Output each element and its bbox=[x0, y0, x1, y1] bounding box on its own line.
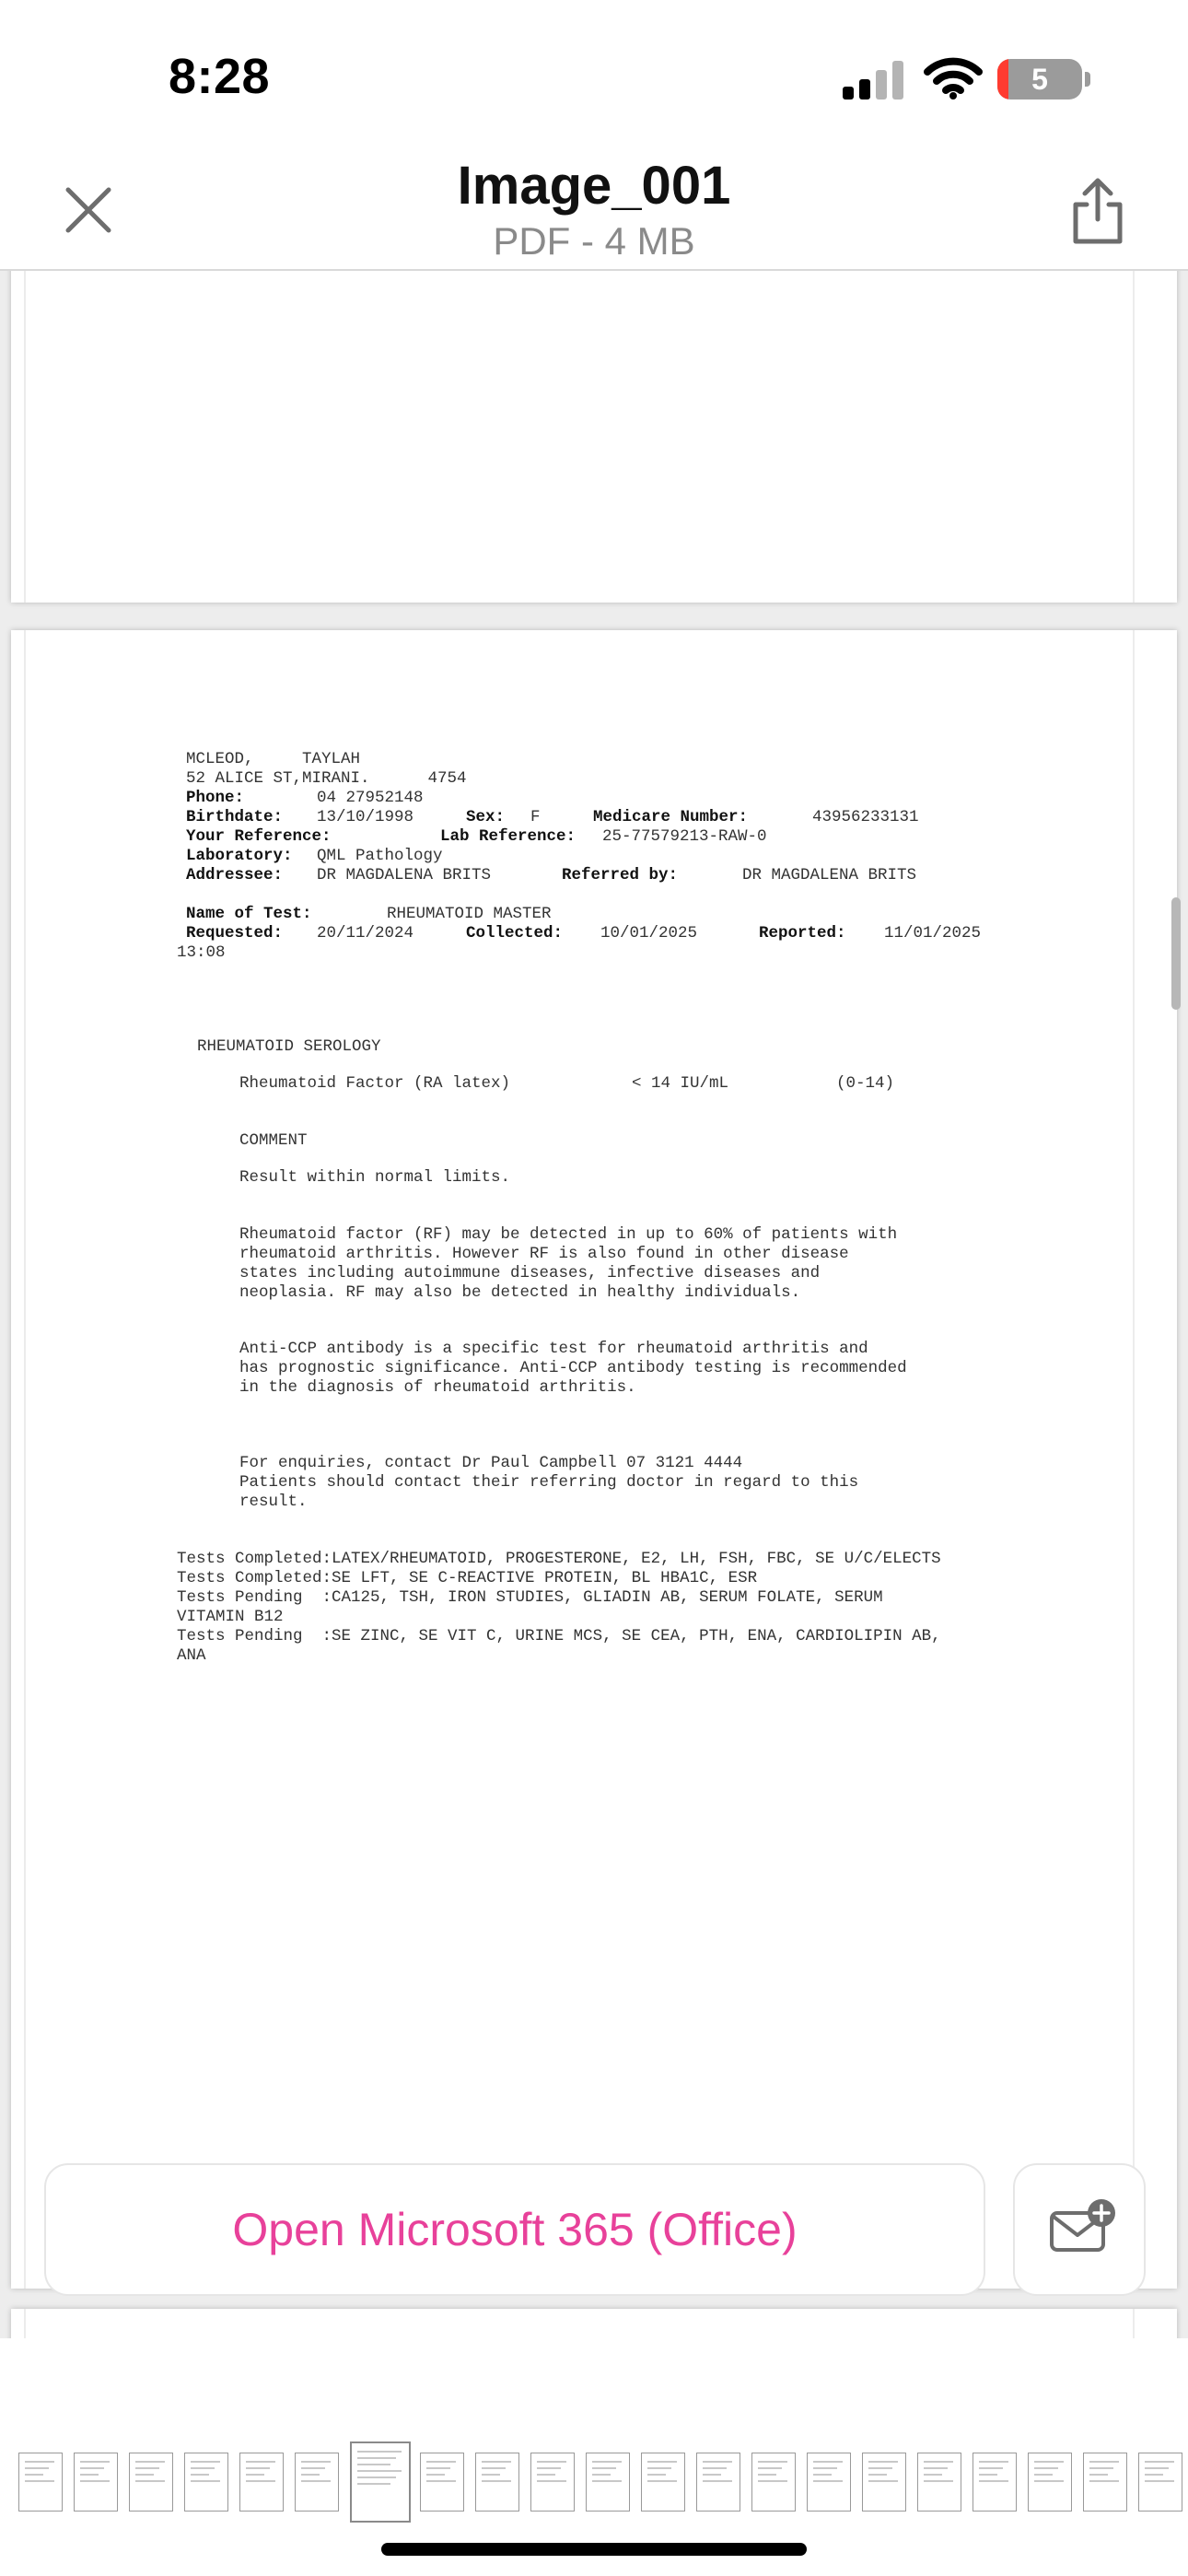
enquiry-line: result. bbox=[239, 1493, 308, 1511]
page-thumbnail[interactable] bbox=[973, 2453, 1017, 2512]
pdf-page-current bbox=[11, 630, 1177, 2289]
page-thumbnail[interactable] bbox=[239, 2453, 284, 2512]
page-thumbnail[interactable] bbox=[641, 2453, 685, 2512]
phone-label: Phone: bbox=[186, 789, 245, 807]
mail-add-icon bbox=[1015, 2165, 1144, 2294]
page-thumbnail[interactable] bbox=[586, 2453, 630, 2512]
cellular-signal-icon bbox=[843, 61, 909, 100]
enquiry-line: Patients should contact their referring doctor in regard to this bbox=[239, 1473, 859, 1492]
comment-line: Anti-CCP antibody is a specific test for rheumatoid arthritis and bbox=[239, 1340, 868, 1358]
pdf-page-previous bbox=[11, 271, 1177, 603]
laboratory-value: QML Pathology bbox=[317, 847, 443, 865]
pdf-viewer[interactable] bbox=[0, 271, 1188, 2338]
page-thumbnail[interactable] bbox=[917, 2453, 961, 2512]
page-thumbnail[interactable] bbox=[74, 2453, 118, 2512]
referred-by-label: Referred by: bbox=[562, 866, 679, 884]
result-value: < 14 IU/mL bbox=[632, 1074, 729, 1093]
medicare-label: Medicare Number: bbox=[593, 808, 749, 826]
page-thumbnail[interactable] bbox=[530, 2453, 575, 2512]
document-header bbox=[0, 147, 1188, 271]
document-subtitle: PDF - 4 MB bbox=[493, 219, 695, 263]
tests-line: Tests Completed:SE LFT, SE C-REACTIVE PROTEIN, BL HBA1C, ESR bbox=[177, 1569, 758, 1587]
medicare-value: 43956233131 bbox=[812, 808, 919, 826]
battery-nub bbox=[1085, 72, 1090, 87]
status-time: 8:28 bbox=[169, 49, 271, 104]
comment-line: rheumatoid arthritis. However RF is also found in other disease bbox=[239, 1245, 849, 1263]
tests-line: Tests Completed:LATEX/RHEUMATOID, PROGESTERONE, E2, LH, FSH, FBC, SE U/C/ELECTS bbox=[177, 1550, 941, 1568]
test-name-value: RHEUMATOID MASTER bbox=[387, 905, 552, 923]
page-thumbnail[interactable] bbox=[807, 2453, 851, 2512]
page-thumbnail-selected[interactable] bbox=[350, 2441, 411, 2523]
battery-icon bbox=[997, 59, 1082, 100]
addressee-value: DR MAGDALENA BRITS bbox=[317, 866, 492, 884]
page-thumbnail[interactable] bbox=[420, 2453, 464, 2512]
open-in-office-label: Open Microsoft 365 (Office) bbox=[232, 2204, 798, 2255]
sex-value: F bbox=[530, 808, 541, 826]
home-indicator[interactable] bbox=[381, 2543, 807, 2556]
battery-level: 5 bbox=[1031, 63, 1048, 96]
enquiry-line: For enquiries, contact Dr Paul Campbell 07 3121 4444 bbox=[239, 1454, 743, 1472]
page-thumbnail[interactable] bbox=[1083, 2453, 1127, 2512]
collected-value: 10/01/2025 bbox=[600, 924, 698, 943]
tests-line: ANA bbox=[177, 1646, 206, 1665]
referred-by-value: DR MAGDALENA BRITS bbox=[742, 866, 917, 884]
comment-result: Result within normal limits. bbox=[239, 1168, 511, 1187]
comment-line: states including autoimmune diseases, infective diseases and bbox=[239, 1264, 821, 1282]
page-thumbnail[interactable] bbox=[295, 2453, 339, 2512]
phone-value: 04 27952148 bbox=[317, 789, 424, 807]
comment-line: Rheumatoid factor (RF) may be detected in up to 60% of patients with bbox=[239, 1225, 898, 1244]
share-icon[interactable] bbox=[1068, 173, 1127, 247]
page-thumbnail[interactable] bbox=[696, 2453, 740, 2512]
tests-line: VITAMIN B12 bbox=[177, 1608, 284, 1626]
section-heading: RHEUMATOID SEROLOGY bbox=[197, 1037, 381, 1056]
result-name: Rheumatoid Factor (RA latex) bbox=[239, 1074, 511, 1093]
page-thumbnail[interactable] bbox=[475, 2453, 519, 2512]
tests-line: Tests Pending :CA125, TSH, IRON STUDIES, GLIADIN AB, SERUM FOLATE, SERUM bbox=[177, 1588, 883, 1607]
wifi-icon bbox=[924, 57, 983, 100]
open-in-office-button[interactable] bbox=[44, 2163, 985, 2296]
reported-time: 13:08 bbox=[177, 943, 226, 962]
pdf-page-next bbox=[11, 2309, 1177, 2338]
mail-add-button[interactable] bbox=[1013, 2163, 1146, 2296]
result-range: (0-14) bbox=[836, 1074, 895, 1093]
patient-address: 52 ALICE ST,MIRANI. 4754 bbox=[186, 769, 467, 788]
document-title: Image_001 bbox=[457, 156, 731, 216]
page-thumbnail[interactable] bbox=[18, 2453, 63, 2512]
requested-value: 20/11/2024 bbox=[317, 924, 414, 943]
your-reference-label: Your Reference: bbox=[186, 827, 332, 846]
page-thumbnail[interactable] bbox=[862, 2453, 906, 2512]
birthdate-label: Birthdate: bbox=[186, 808, 284, 826]
status-bar bbox=[0, 0, 1188, 147]
lab-reference-value: 25-77579213-RAW-0 bbox=[602, 827, 767, 846]
test-name-label: Name of Test: bbox=[186, 905, 312, 923]
reported-label: Reported: bbox=[759, 924, 846, 943]
sex-label: Sex: bbox=[466, 808, 506, 826]
page-thumbnail[interactable] bbox=[1028, 2453, 1072, 2512]
comment-line: in the diagnosis of rheumatoid arthritis. bbox=[239, 1378, 636, 1397]
comment-line: has prognostic significance. Anti-CCP antibody testing is recommended bbox=[239, 1359, 907, 1377]
tests-line: Tests Pending :SE ZINC, SE VIT C, URINE MCS, SE CEA, PTH, ENA, CARDIOLIPIN AB, bbox=[177, 1627, 941, 1645]
patient-name: MCLEOD, TAYLAH bbox=[186, 750, 361, 768]
reported-value: 11/01/2025 bbox=[884, 924, 982, 943]
page-thumbnail[interactable] bbox=[184, 2453, 228, 2512]
addressee-label: Addressee: bbox=[186, 866, 284, 884]
page-thumbnail[interactable] bbox=[751, 2453, 796, 2512]
birthdate-value: 13/10/1998 bbox=[317, 808, 414, 826]
page-thumbnail[interactable] bbox=[1138, 2453, 1182, 2512]
laboratory-label: Laboratory: bbox=[186, 847, 293, 865]
scroll-indicator[interactable] bbox=[1171, 897, 1181, 1010]
comment-heading: COMMENT bbox=[239, 1131, 308, 1150]
lab-reference-label: Lab Reference: bbox=[440, 827, 577, 846]
collected-label: Collected: bbox=[466, 924, 564, 943]
requested-label: Requested: bbox=[186, 924, 284, 943]
page-thumbnail[interactable] bbox=[129, 2453, 173, 2512]
comment-line: neoplasia. RF may also be detected in healthy individuals. bbox=[239, 1283, 801, 1302]
